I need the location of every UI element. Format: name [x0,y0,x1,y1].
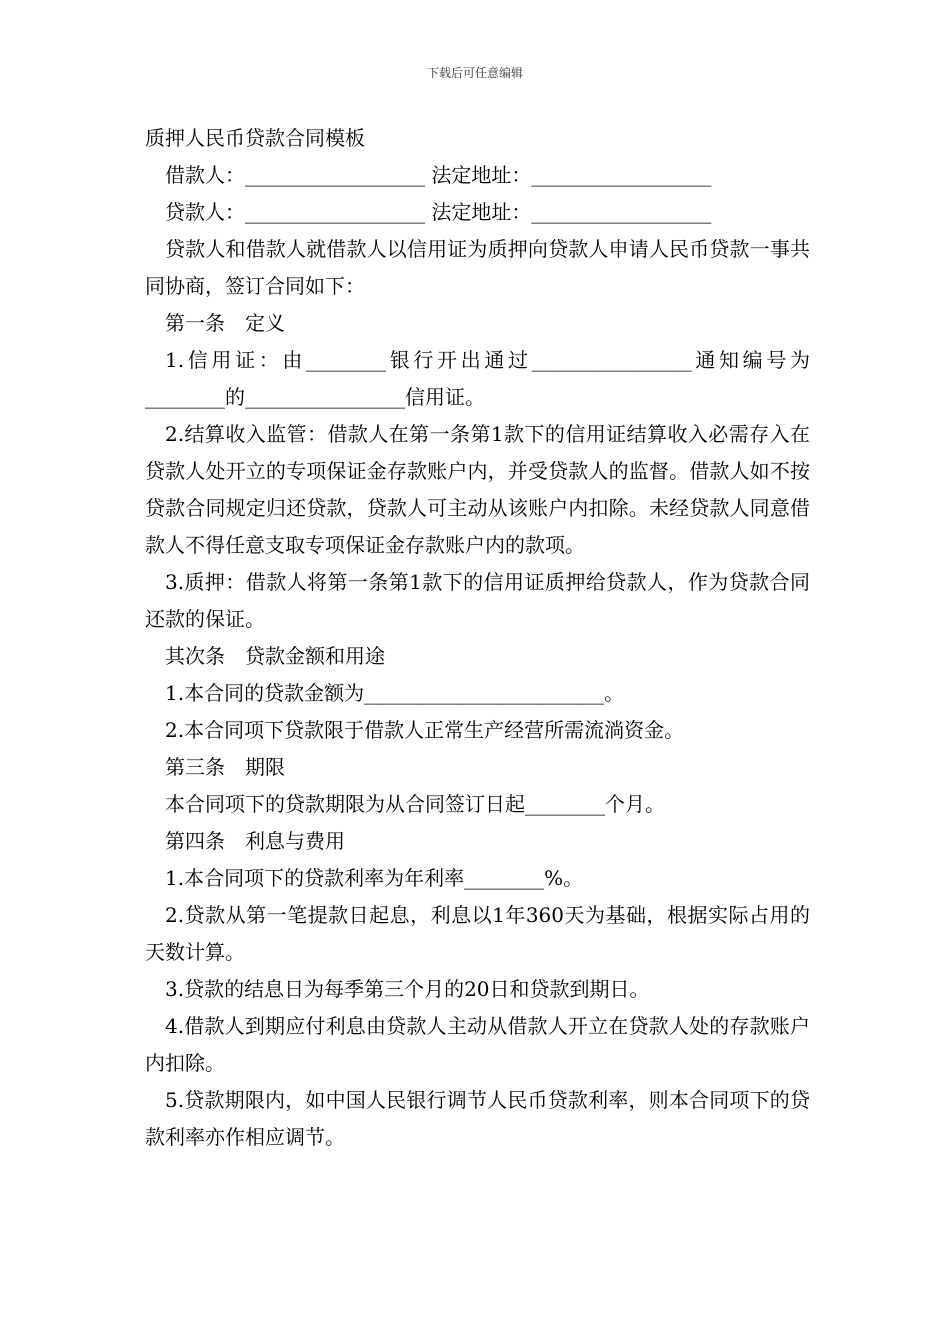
article-heading: 第一条 定义 [165,311,285,335]
page-header: 下载后可任意编辑 [426,66,523,80]
clause-paragraph: 本合同项下的贷款期限为从合同签订日起________个月。 [165,792,665,816]
clause-paragraph: 3.贷款的结息日为每季第三个月的20日和贷款到期日。 [165,977,650,1001]
document-body [145,120,810,1156]
preamble-paragraph: 贷款人和借款人就借款人以信用证为质押向贷款人申请人民币贷款一事共同协商，签订合同如下： [145,237,810,298]
document-title: 质押人民币贷款合同模板 [145,126,365,150]
clause-paragraph: 1.本合同项下的贷款利率为年利率________%。 [165,866,584,890]
article-heading: 第四条 利息与费用 [165,829,345,853]
lender-line: 贷款人：__________________ 法定地址：__________________ [165,200,712,224]
clause-paragraph: 3.质押：借款人将第一条第1款下的信用证质押给贷款人，作为贷款合同还款的保证。 [145,570,810,631]
clause-paragraph: 4.借款人到期应付利息由贷款人主动从借款人开立在贷款人处的存款账户内扣除。 [145,1014,810,1075]
clause-paragraph: 1.信用证：由________银行开出通过________________通知编号为________的________________信用证。 [145,348,810,409]
clause-paragraph: 2.贷款从第一笔提款日起息，利息以1年360天为基础，根据实际占用的天数计算。 [145,903,810,964]
article-heading: 第三条 期限 [165,755,285,779]
clause-paragraph: 1.本合同的贷款金额为________________________。 [165,681,625,705]
clause-paragraph: 2.结算收入监管：借款人在第一条第1款下的信用证结算收入必需存入在贷款人处开立的专项保证金存款账户内，并受贷款人的监督。借款人如不按贷款合同规定归还贷款，贷款人可主动从该账户内扣除。未经贷款人同意借款人不得任意支取专项保证金存款账户内的款项。 [145,422,810,557]
clause-paragraph: 2.本合同项下贷款限于借款人正常生产经营所需流淌资金。 [165,718,685,742]
borrower-line: 借款人：__________________ 法定地址：__________________ [165,163,712,187]
article-heading: 其次条 贷款金额和用途 [165,644,385,668]
clause-paragraph: 5.贷款期限内，如中国人民银行调节人民币贷款利率，则本合同项下的贷款利率亦作相应调节。 [145,1088,810,1149]
